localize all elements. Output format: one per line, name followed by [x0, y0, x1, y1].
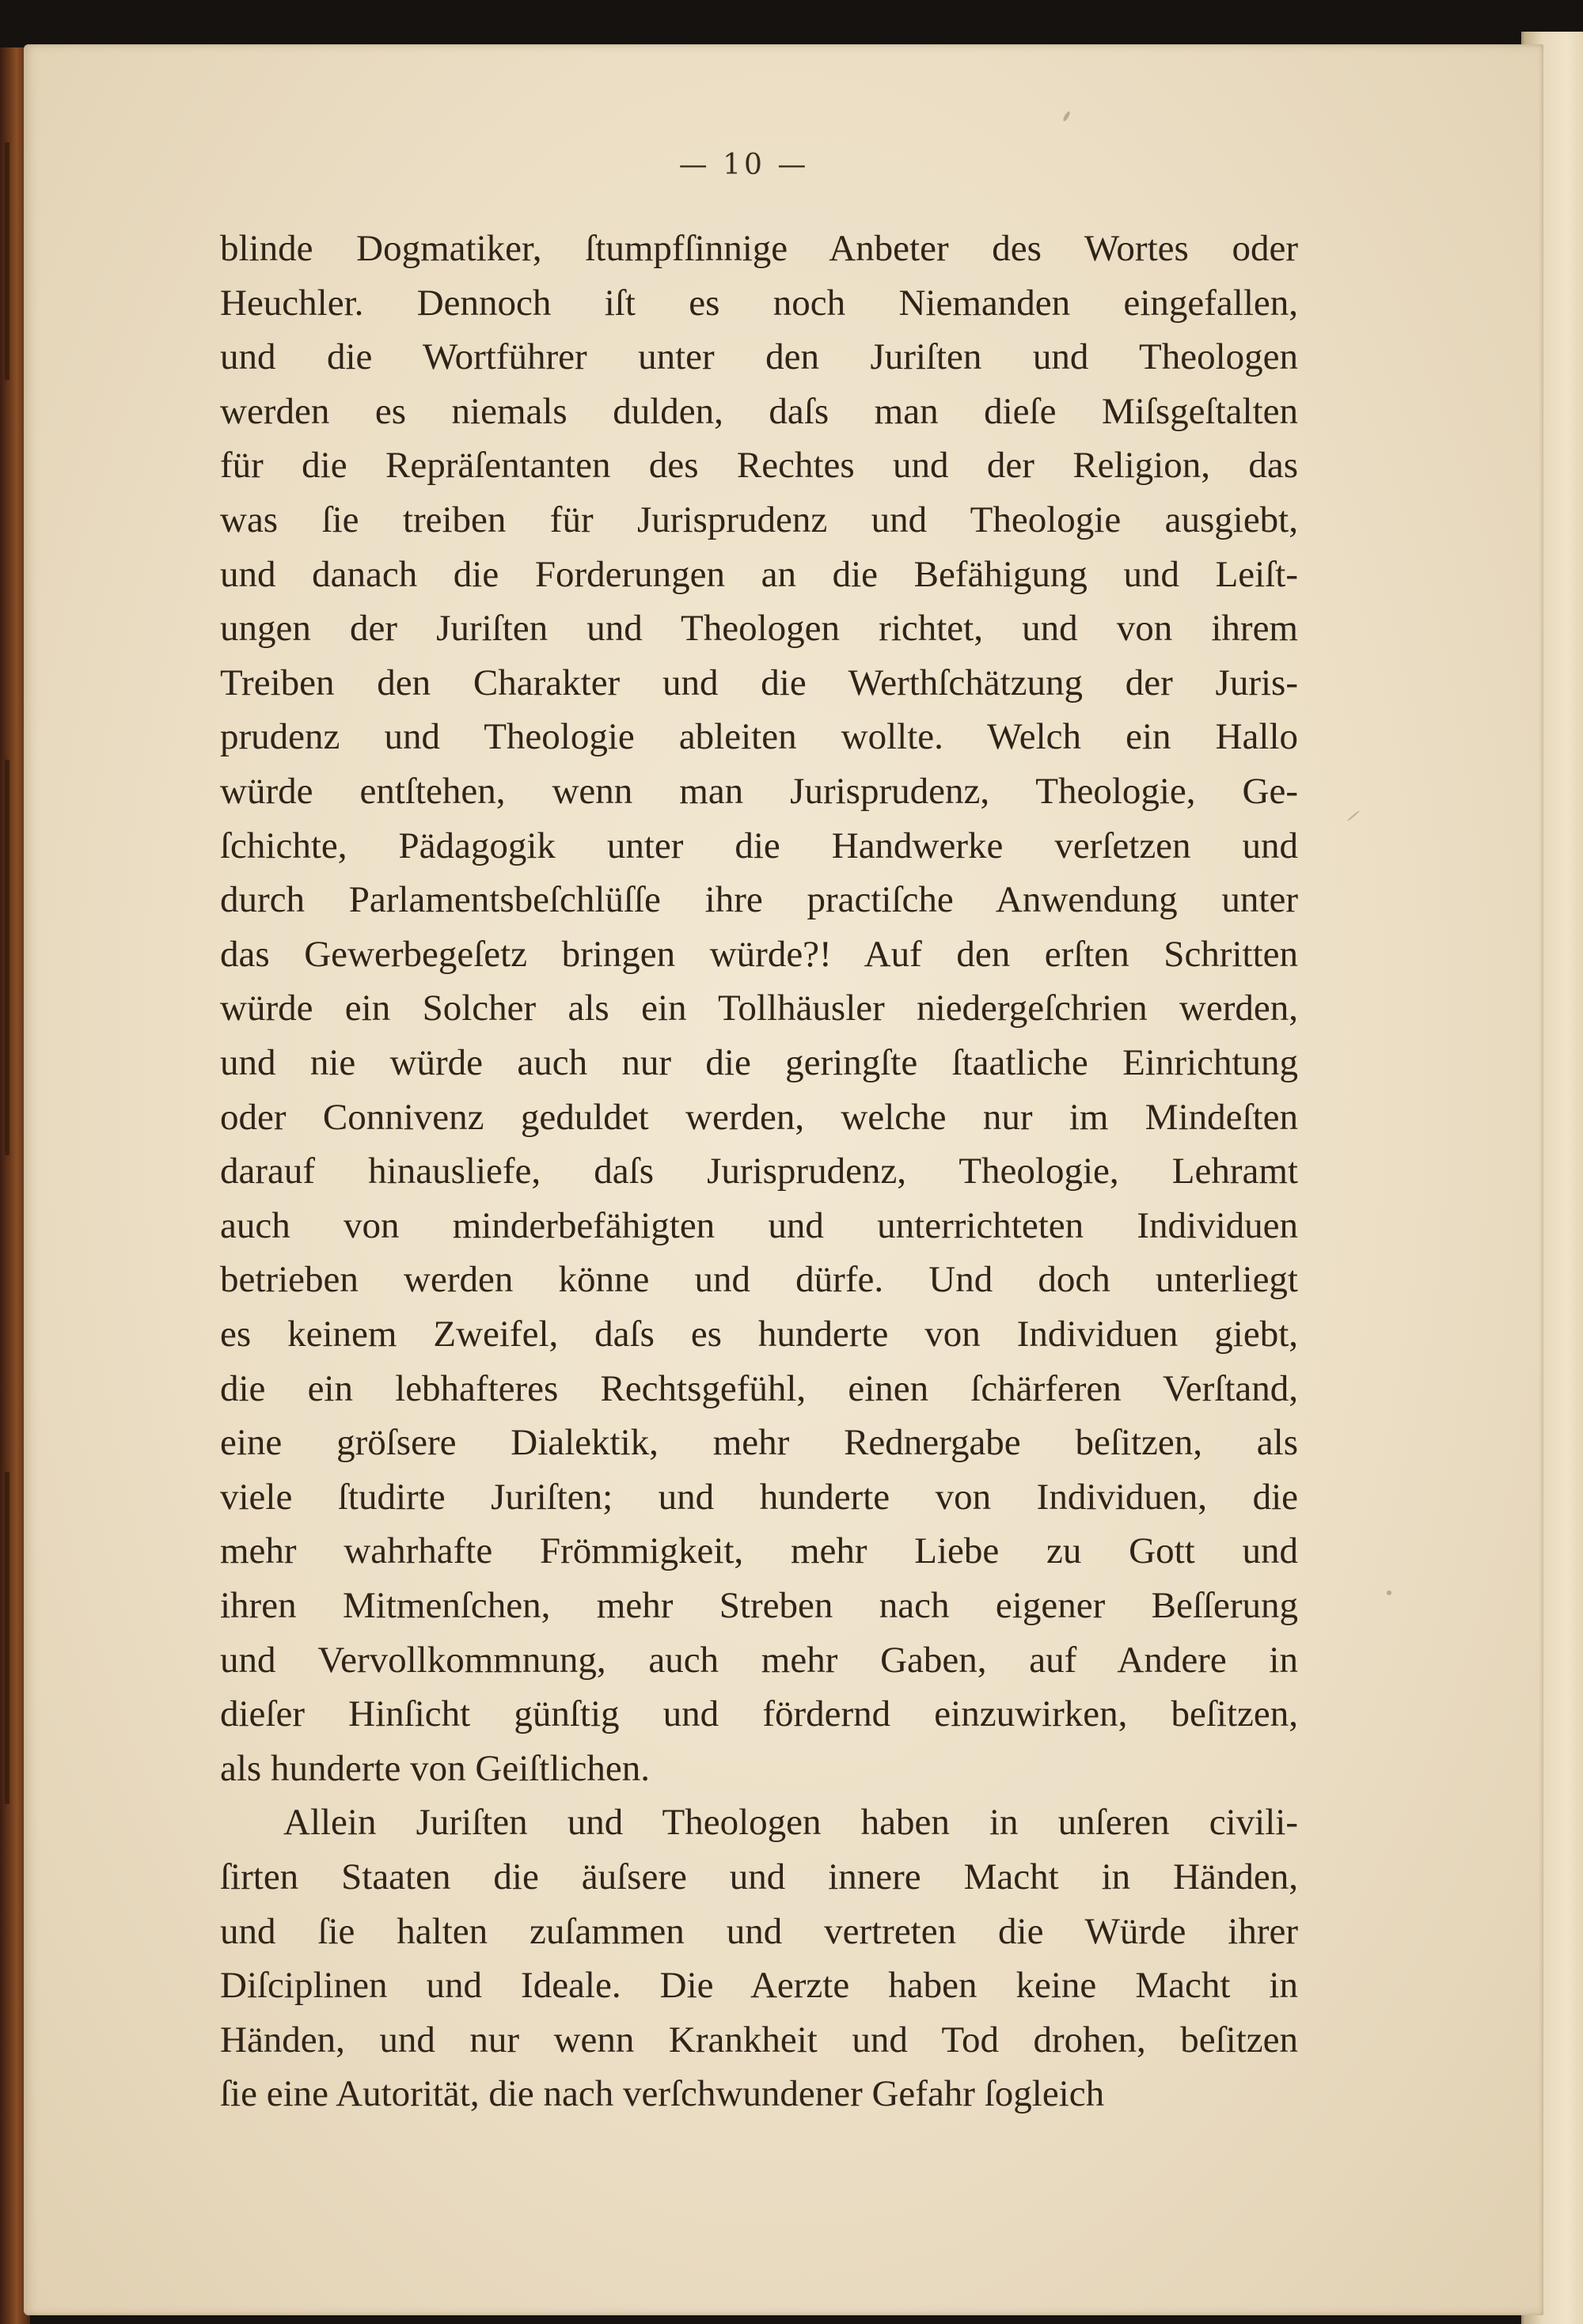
text-line: betrieben werden könne und dürfe. Und doch unterliegt — [220, 1259, 1298, 1301]
text-line: als hunderte von Geiſtlichen. — [220, 1747, 650, 1789]
text-line: darauf hinausliefe, daſs Jurisprudenz, Theologie, Lehramt — [220, 1151, 1298, 1192]
text-line: das Gewerbegeſetz bringen würde?! Auf den erſten Schritten — [220, 933, 1298, 975]
text-line: und Vervollkommnung, auch mehr Gaben, auf Andere in — [220, 1639, 1298, 1681]
text-line: prudenz und Theologie ableiten wollte. Welch ein Hallo — [220, 716, 1298, 758]
text-line: und ſie halten zuſammen und vertreten die Würde ihrer — [220, 1910, 1298, 1952]
text-line: dieſer Hinſicht günſtig und fördernd einzuwirken, beſitzen, — [220, 1693, 1298, 1735]
text-line: ſie eine Autorität, die nach verſchwundener Gefahr ſogleich — [220, 2073, 1105, 2115]
text-line: ſirten Staaten die äuſsere und innere Macht in Händen, — [220, 1856, 1298, 1897]
text-line: durch Parlamentsbeſchlüſſe ihre practiſche Anwendung unter — [220, 879, 1298, 921]
text-line: es keinem Zweifel, daſs es hunderte von Individuen giebt, — [220, 1314, 1298, 1355]
text-line: eine gröſsere Dialektik, mehr Rednergabe beſitzen, als — [220, 1422, 1298, 1464]
text-line: blinde Dogmatiker, ſtumpfſinnige Anbeter des Wortes oder — [220, 228, 1298, 269]
text-line: Treiben den Charakter und die Werthſchätzung der Juris- — [220, 662, 1298, 703]
text-line: und danach die Forderungen an die Befähigung und Leiſt- — [220, 553, 1298, 595]
text-line: Diſciplinen und Ideale. Die Aerzte haben keine Macht in — [220, 1965, 1298, 2007]
text-line: für die Repräſentanten des Rechtes und der Religion, das — [220, 445, 1298, 487]
text-line: ungen der Juriſten und Theologen richtet, und von ihrem — [220, 608, 1298, 650]
text-line: würde entſtehen, wenn man Jurisprudenz, Theologie, Ge- — [220, 771, 1298, 812]
text-line: Allein Juriſten und Theologen haben in unſeren civili- — [283, 1802, 1298, 1844]
text-line: was ſie treiben für Jurisprudenz und Theologie ausgiebt, — [220, 499, 1298, 540]
text-line: auch von minderbefähigten und unterrichteten Individuen — [220, 1204, 1298, 1246]
text-line: und die Wortführer unter den Juriſten und Theologen — [220, 336, 1298, 378]
text-line: oder Connivenz geduldet werden, welche nur im Mindeſten — [220, 1096, 1298, 1138]
text-line: Händen, und nur wenn Krankheit und Tod drohen, beſitzen — [220, 2019, 1298, 2061]
text-line: mehr wahrhafte Frömmigkeit, mehr Liebe zu Gott und — [220, 1530, 1298, 1572]
text-line: und nie würde auch nur die geringſte ſtaatliche Einrichtung — [220, 1042, 1298, 1083]
text-line: viele ſtudirte Juriſten; und hunderte von Individuen, die — [220, 1476, 1298, 1518]
text-line: ihren Mitmenſchen, mehr Streben nach eigener Beſſerung — [220, 1585, 1298, 1626]
page-number: — 10 — — [678, 149, 810, 181]
text-line: werden es niemals dulden, daſs man dieſe Miſsgeſtalten — [220, 390, 1298, 432]
paper-speck — [1387, 1590, 1391, 1595]
text-line: die ein lebhafteres Rechtsgefühl, einen ſchärferen Verſtand, — [220, 1367, 1298, 1409]
text-line: ſchichte, Pädagogik unter die Handwerke verſetzen und — [220, 825, 1298, 866]
text-line: Heuchler. Dennoch iſt es noch Niemanden eingefallen, — [220, 282, 1298, 324]
text-line: würde ein Solcher als ein Tollhäusler niedergeſchrien werden, — [220, 988, 1298, 1029]
